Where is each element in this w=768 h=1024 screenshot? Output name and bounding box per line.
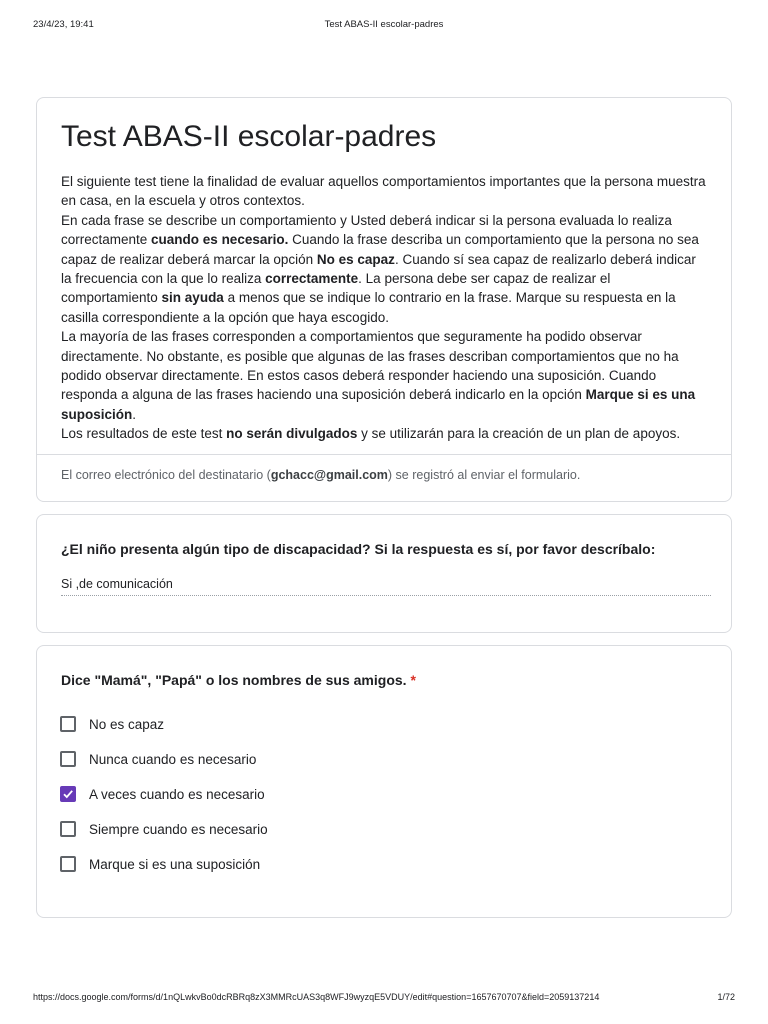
checkbox-checked[interactable]	[60, 786, 76, 802]
option-label: No es capaz	[89, 716, 165, 732]
description-paragraph: El siguiente test tiene la finalidad de evaluar aquellos comportamientos importantes que la persona muestra en casa, en la escuela y otros contextos.	[61, 174, 706, 209]
checkbox-unchecked[interactable]	[60, 716, 76, 732]
option-label: Nunca cuando es necesario	[89, 751, 257, 767]
checkbox-option[interactable]	[60, 751, 256, 767]
recipient-email: gchacc@gmail.com	[270, 468, 388, 482]
question-card-disability	[36, 514, 732, 633]
option-label: A veces cuando es necesario	[89, 786, 265, 802]
form-header-card	[36, 97, 732, 502]
checkbox-option[interactable]	[60, 821, 268, 837]
checkbox-unchecked[interactable]	[60, 821, 76, 837]
print-doc-title: Test ABAS-II escolar-padres	[324, 19, 444, 30]
checkmark-icon	[62, 788, 74, 800]
required-asterisk: *	[410, 672, 416, 688]
print-datetime: 23/4/23, 19:41	[33, 19, 94, 30]
question-title: ¿El niño presenta algún tipo de discapacidad? Si la respuesta es sí, por favor descríbalo:	[61, 541, 656, 557]
email-note: El correo electrónico del destinatario (gchacc@gmail.com) se registró al enviar el formulario.	[61, 468, 581, 482]
divider	[37, 454, 731, 455]
question-card-says-names	[36, 645, 732, 918]
page-url: https://docs.google.com/forms/d/1nQLwkvBo0dcRBRq8zX3MMRcUAS3q8WFJ9wyzqE5VDUY/edit#question=1657670707&field=2059137214	[33, 992, 600, 1002]
checkbox-unchecked[interactable]	[60, 856, 76, 872]
option-label: Siempre cuando es necesario	[89, 821, 268, 837]
page-number: 1/72	[717, 992, 735, 1002]
description-paragraph: En cada frase se describe un comportamiento y Usted deberá indicar si la persona evaluada lo realiza correctamente cuando es necesario. Cuando la frase describa un comportamiento que la persona no sea capaz de realizar deberá marcar la opción No es capaz. Cuando sí sea capaz de realizarlo deberá indicar la frecuencia con la que lo realiza correctamente. La persona debe ser capaz de realizar el comportamiento sin ayuda a menos que se indique lo contrario en la frase. Marque su respuesta en la casilla correspondiente a la opción que haya escogido.	[61, 212, 699, 325]
checkbox-option[interactable]	[60, 856, 260, 872]
question-title: Dice "Mamá", "Papá" o los nombres de sus amigos. *	[61, 672, 416, 688]
description-paragraph: La mayoría de las frases corresponden a comportamientos que seguramente ha podido observar directamente. No obstante, es posible que algunas de las frases describan comportamientos que no ha podido observar directamente. En estos casos deberá responder haciendo una suposición. Cuando responda a alguna de las frases haciendo una suposición deberá indicarlo en la opción Marque si es una suposición.	[61, 329, 696, 422]
form-description	[61, 172, 707, 444]
description-paragraph: Los resultados de este test no serán divulgados y se utilizarán para la creación de un plan de apoyos.	[61, 426, 681, 442]
form-title: Test ABAS-II escolar-padres	[61, 120, 437, 153]
checkbox-unchecked[interactable]	[60, 751, 76, 767]
answer-text: Si ,de comunicación	[61, 577, 711, 596]
option-label: Marque si es una suposición	[89, 856, 261, 872]
checkbox-option[interactable]	[60, 786, 265, 802]
checkbox-option[interactable]	[60, 716, 164, 732]
